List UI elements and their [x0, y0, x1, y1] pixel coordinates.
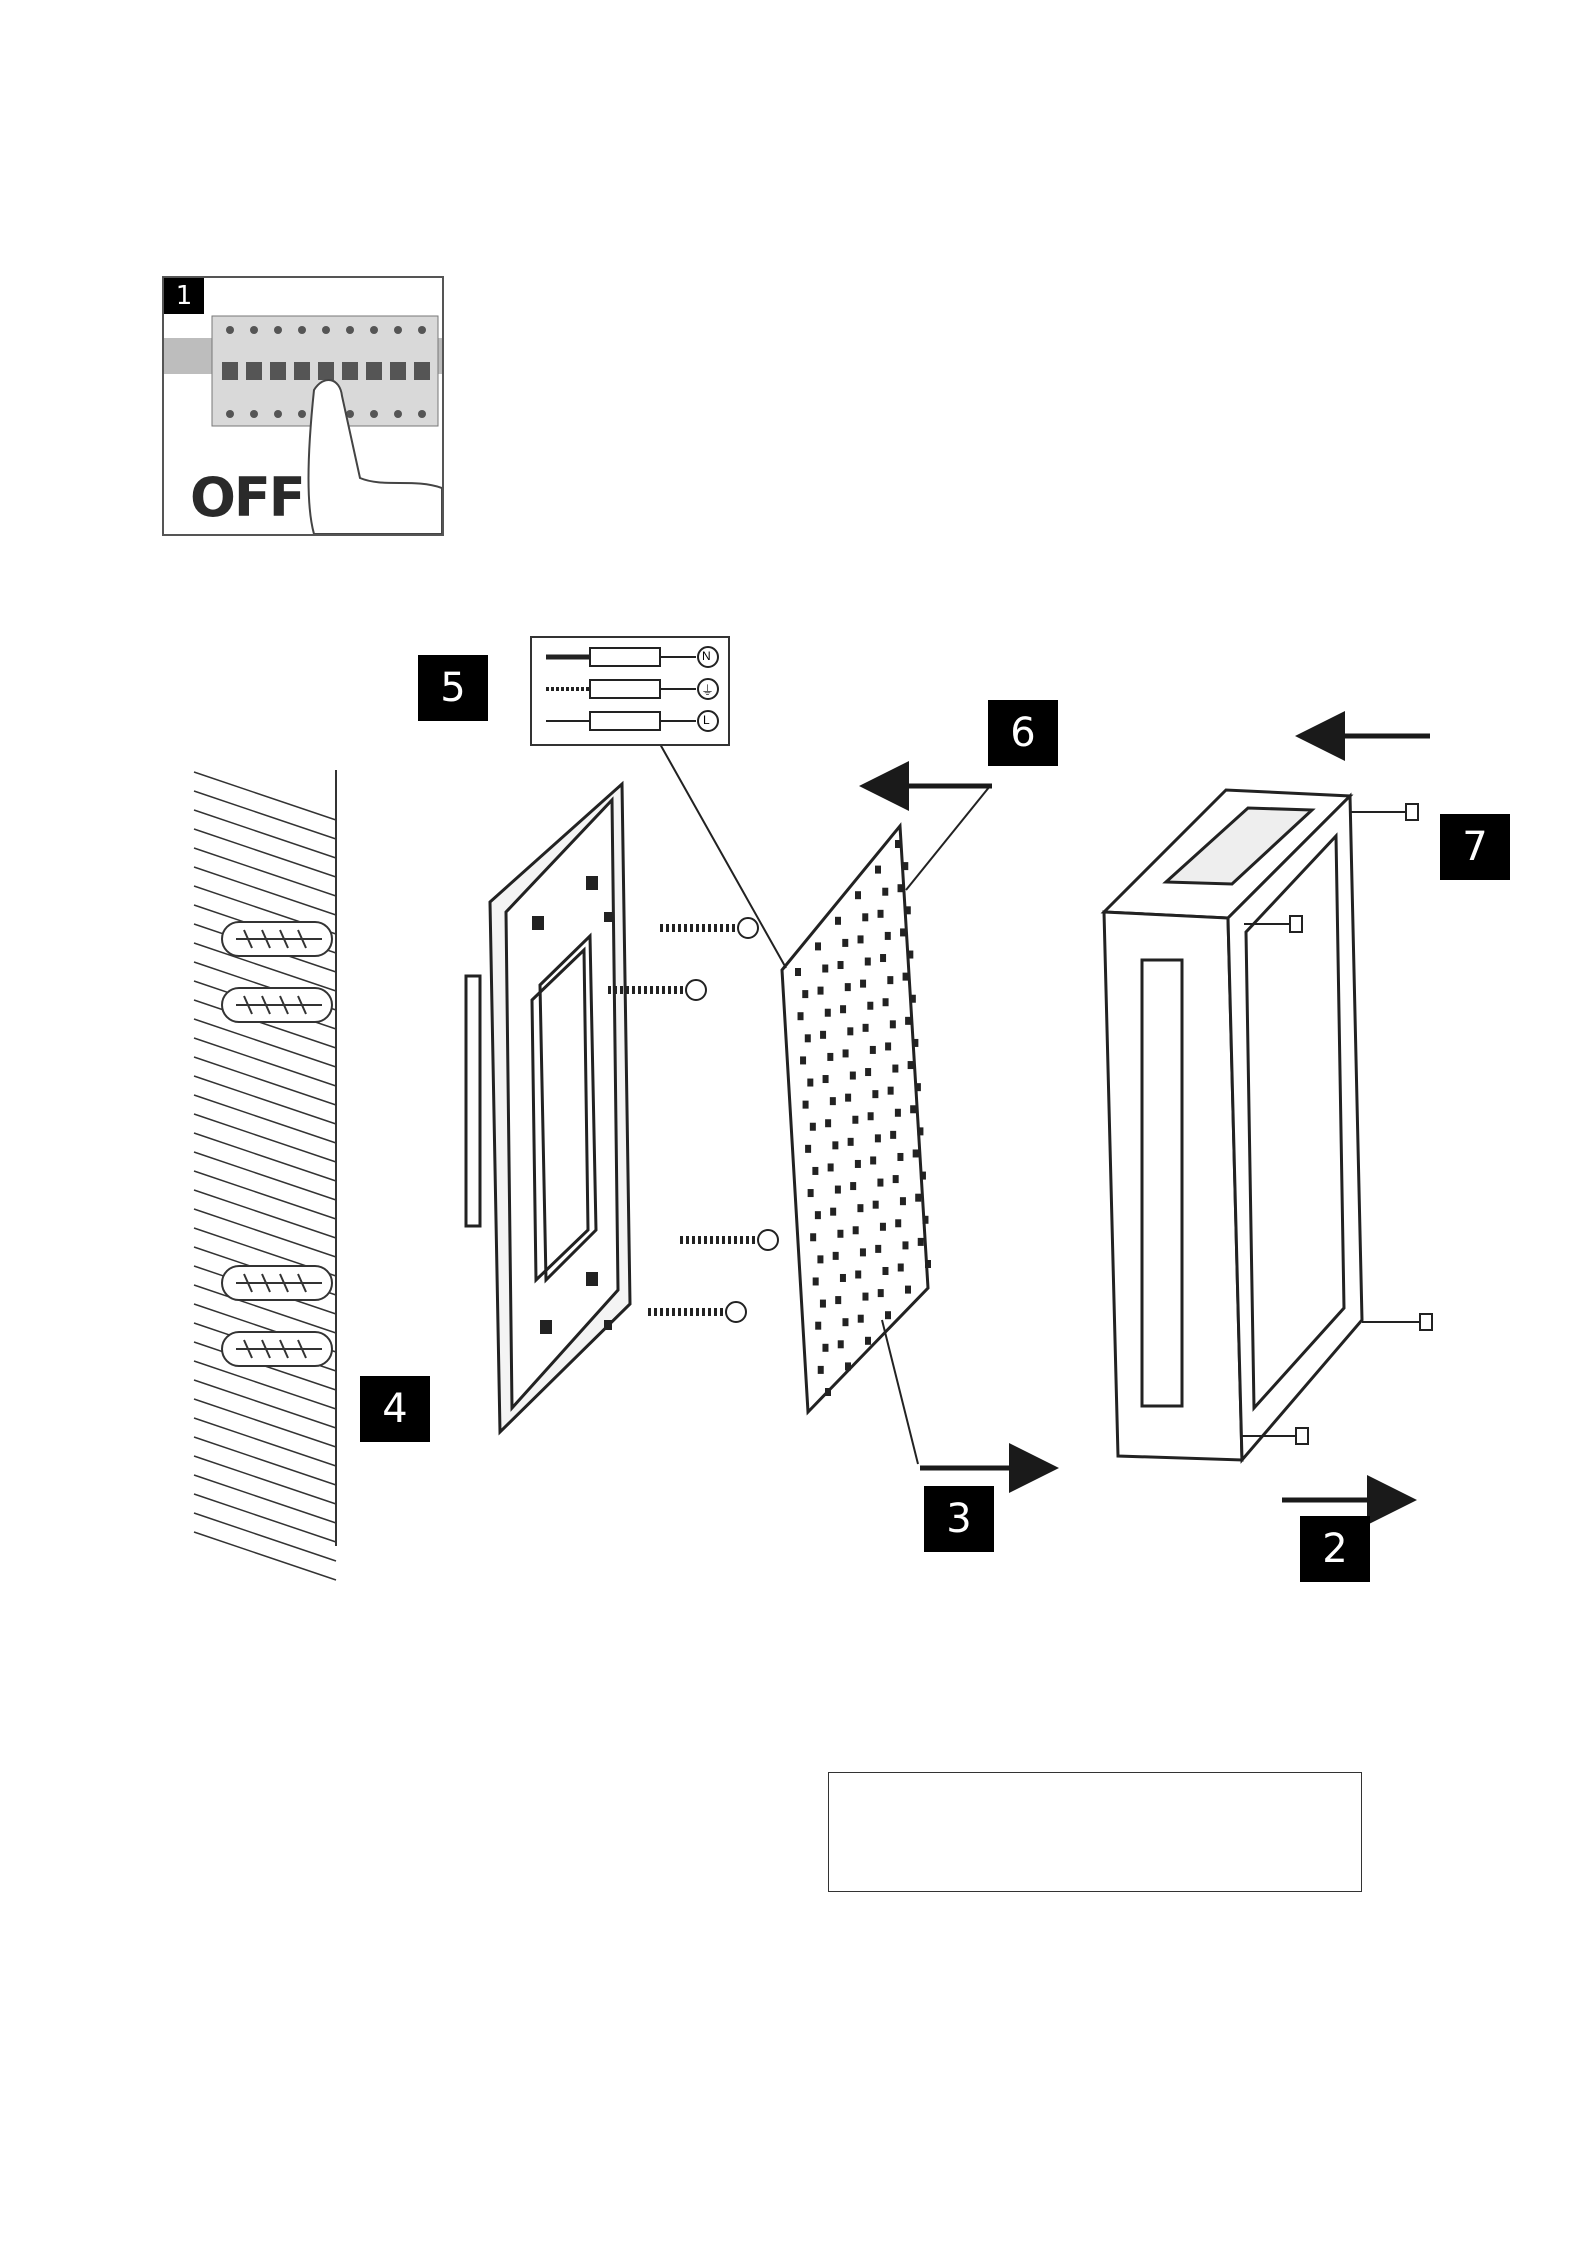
step-3-badge: 3	[924, 1486, 994, 1552]
step-1-badge: 1	[164, 278, 204, 314]
screw	[680, 1230, 778, 1250]
wiring-terminal-box	[530, 636, 730, 746]
terminal-block-drawing	[532, 638, 728, 744]
wall	[194, 770, 336, 1580]
terminal-label-neutral: N	[702, 649, 711, 663]
screws	[608, 918, 778, 1322]
led-board	[782, 826, 931, 1412]
step-2-badge: 2	[1300, 1516, 1370, 1582]
step-7-badge: 7	[1440, 814, 1510, 880]
off-caption: OFF	[190, 466, 304, 529]
cover-frame	[1104, 790, 1362, 1460]
terminal-label-live: L	[703, 713, 710, 727]
wall-plug	[222, 1266, 332, 1300]
wall-plug	[222, 988, 332, 1022]
wall-plugs	[222, 922, 332, 1366]
screw	[660, 918, 758, 938]
wall-plug	[222, 1332, 332, 1366]
step-4-badge: 4	[360, 1376, 430, 1442]
wall-plug	[222, 922, 332, 956]
step-6-badge: 6	[988, 700, 1058, 766]
terminal-label-earth: ⏚	[701, 683, 715, 698]
step-5-badge: 5	[418, 655, 488, 721]
caption-box	[828, 1772, 1362, 1892]
screw	[648, 1302, 746, 1322]
mounting-base	[466, 784, 630, 1432]
